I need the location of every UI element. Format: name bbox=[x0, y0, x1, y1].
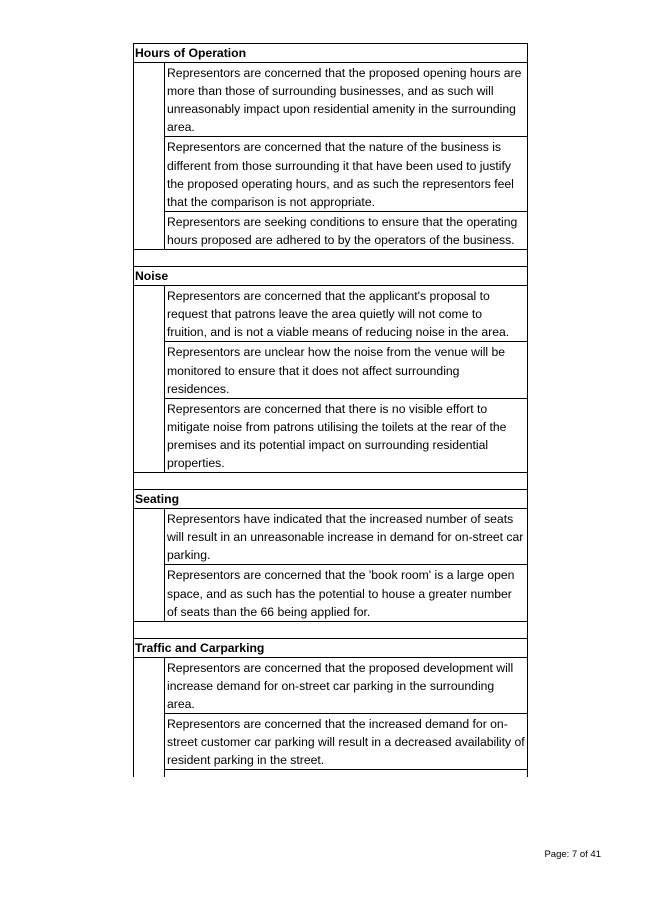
section-heading: Seating bbox=[134, 490, 528, 509]
section-heading-row bbox=[134, 267, 528, 286]
representation-text: Representors are concerned that the nature of the business is different from those surrounding it that have been used to justify the proposed operating hours, and as such the representors feel that the comparison is not appropriate. bbox=[165, 137, 528, 211]
section-heading: Hours of Operation bbox=[134, 44, 528, 63]
table-row bbox=[134, 137, 528, 211]
table-row bbox=[134, 509, 528, 565]
representations-table bbox=[133, 43, 528, 777]
section-heading: Noise bbox=[134, 267, 528, 286]
table-row bbox=[134, 286, 528, 342]
representation-text: Representors are seeking conditions to ensure that the operating hours proposed are adhered to by the operators of the business. bbox=[165, 211, 528, 249]
table-row bbox=[134, 657, 528, 713]
section-heading-row bbox=[134, 490, 528, 509]
representation-text: Representors are concerned that there is no visible effort to mitigate noise from patrons utilising the toilets at the rear of the premises and its potential impact on surrounding residential properties. bbox=[165, 398, 528, 472]
representation-text: Representors are concerned that the proposed opening hours are more than those of surrounding businesses, and as such will unreasonably impact upon residential amenity in the surrounding area. bbox=[165, 63, 528, 137]
page-number: Page: 7 of 41 bbox=[544, 849, 601, 860]
section-heading-row bbox=[134, 638, 528, 657]
table-row bbox=[134, 565, 528, 621]
table-tail bbox=[134, 770, 528, 778]
representation-text: Representors are concerned that the proposed development will increase demand for on-street car parking in the surrounding area. bbox=[165, 657, 528, 713]
representation-text: Representors have indicated that the increased number of seats will result in an unreasonable increase in demand for on-street car parking. bbox=[165, 509, 528, 565]
spacer-row bbox=[134, 473, 528, 490]
table-row bbox=[134, 63, 528, 137]
table-row bbox=[134, 714, 528, 770]
spacer-row bbox=[134, 250, 528, 267]
spacer-row bbox=[134, 621, 528, 638]
table-row bbox=[134, 398, 528, 472]
table-row bbox=[134, 342, 528, 398]
table-row bbox=[134, 211, 528, 249]
representation-text: Representors are concerned that the 'book room' is a large open space, and as such has the potential to house a greater number of seats than the 66 being applied for. bbox=[165, 565, 528, 621]
representation-text: Representors are concerned that the applicant's proposal to request that patrons leave the area quietly will not come to fruition, and is not a viable means of reducing noise in the area. bbox=[165, 286, 528, 342]
representation-text: Representors are concerned that the increased demand for on-street customer car parking will result in a decreased availability of resident parking in the street. bbox=[165, 714, 528, 770]
representation-text: Representors are unclear how the noise from the venue will be monitored to ensure that it does not affect surrounding residences. bbox=[165, 342, 528, 398]
section-heading-row bbox=[134, 44, 528, 63]
section-heading: Traffic and Carparking bbox=[134, 638, 528, 657]
